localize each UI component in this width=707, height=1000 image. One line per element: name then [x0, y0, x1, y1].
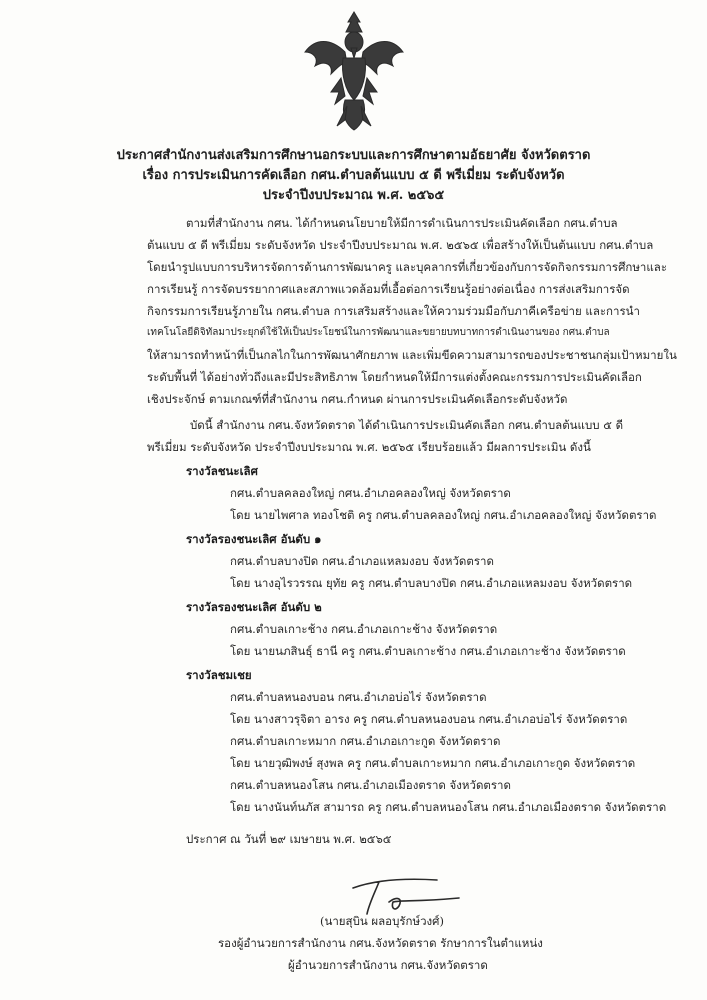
award-heading-runner-up-2: รางวัลรองชนะเลิศ อันดับ ๒ [186, 600, 322, 614]
body-line: ตามที่สำนักงาน กศน. ได้กำหนดนโยบายให้มีการดำเนินการประเมินคัดเลือก กศน.ตำบล [186, 216, 618, 230]
award-teacher: โดย นางสาวรุจิตา อารง ครู กศน.ตำบลหนองบอน กศน.อำเภอบ่อไร่ จังหวัดตราด [230, 712, 628, 726]
garuda-emblem-icon [301, 8, 407, 134]
award-teacher: โดย นางอุไรวรรณ ยุทัย ครู กศน.ตำบลบางปิด กศน.อำเภอแหลมงอบ จังหวัดตราด [230, 576, 633, 590]
body-line: ให้สามารถทำหน้าที่เป็นกลไกในการพัฒนาศักยภาพ และเพิ่มขีดความสามารถของประชาชนกลุ่มเป้าหมายใน [147, 348, 677, 362]
body-line: เชิงประจักษ์ ตามเกณฑ์ที่สำนักงาน กศน.กำหนด ผ่านการประเมินคัดเลือกระดับจังหวัด [147, 392, 568, 406]
award-teacher: โดย นายวุฒิพงษ์ สุงพล ครู กศน.ตำบลเกาะหมาก กศน.อำเภอเกาะกูด จังหวัดตราด [230, 756, 636, 770]
award-heading-winner: รางวัลชนะเลิศ [186, 464, 258, 478]
result-line: พรีเมี่ยม ระดับจังหวัด ประจำปีงบประมาณ พ.ศ. ๒๕๖๕ เรียบร้อยแล้ว มีผลการประเมิน ดังนี้ [147, 440, 591, 454]
award-heading-runner-up-1: รางวัลรองชนะเลิศ อันดับ ๑ [186, 532, 322, 546]
announcement-date: ประกาศ ณ วันที่ ๒๙ เมษายน พ.ศ. ๒๕๖๕ [186, 832, 392, 846]
signatory-position: ผู้อำนวยการสำนักงาน กศน.จังหวัดตราด [288, 958, 488, 972]
award-center: กศน.ตำบลคลองใหญ่ กศน.อำเภอคลองใหญ่ จังหวัดตราด [230, 486, 511, 500]
body-line: ระดับพื้นที่ ได้อย่างทั่วถึงและมีประสิทธิภาพ โดยกำหนดให้มีการแต่งตั้งคณะกรรมการประเมินคัดเลือก [147, 370, 642, 384]
award-teacher: โดย นายไพศาล ทองโชติ ครู กศน.ตำบลคลองใหญ่ กศน.อำเภอคลองใหญ่ จังหวัดตราด [230, 508, 657, 522]
body-line: เทคโนโลยีดิจิทัลมาประยุกต์ใช้ให้เป็นประโยชน์ในการพัฒนาและขยายบทบาทการดำเนินงานของ กศน.ตำบล [147, 327, 610, 338]
award-center: กศน.ตำบลหนองโสน กศน.อำเภอเมืองตราด จังหวัดตราด [230, 778, 511, 792]
award-center: กศน.ตำบลหนองบอน กศน.อำเภอบ่อไร่ จังหวัดตราด [230, 690, 487, 704]
result-line: บัดนี้ สำนักงาน กศน.จังหวัดตราด ได้ดำเนินการประเมินคัดเลือก กศน.ตำบลต้นแบบ ๕ ดี [190, 418, 624, 432]
signatory-name: (นายสุบิน ผลอบุรักษ์วงศ์) [320, 914, 444, 928]
award-center: กศน.ตำบลเกาะช้าง กศน.อำเภอเกาะช้าง จังหวัดตราด [230, 622, 498, 636]
award-teacher: โดย นายนภสินธุ์ ธานี ครู กศน.ตำบลเกาะช้าง กศน.อำเภอเกาะช้าง จังหวัดตราด [230, 644, 626, 658]
award-center: กศน.ตำบลบางปิด กศน.อำเภอแหลมงอบ จังหวัดตราด [230, 554, 494, 568]
body-line: ต้นแบบ ๕ ดี พรีเมี่ยม ระดับจังหวัด ประจำปีงบประมาณ พ.ศ. ๒๕๖๕ เพื่อสร้างให้เป็นต้นแบบ กศน.ตำบล [147, 238, 654, 252]
title-line-1: ประกาศสำนักงานส่งเสริมการศึกษานอกระบบและการศึกษาตามอัธยาศัย จังหวัดตราด [116, 148, 591, 163]
award-center: กศน.ตำบลเกาะหมาก กศน.อำเภอเกาะกูด จังหวัดตราด [230, 734, 501, 748]
title-line-2: เรื่อง การประเมินการคัดเลือก กศน.ตำบลต้นแบบ ๕ ดี พรีเมี่ยม ระดับจังหวัด [142, 168, 565, 183]
body-line: โดยนำรูปแบบการบริหารจัดการด้านการพัฒนาครู และบุคลากรที่เกี่ยวข้องกับการจัดกิจกรรมการศึกษาและ [147, 260, 668, 274]
signatory-position: รองผู้อำนวยการสำนักงาน กศน.จังหวัดตราด รักษาการในตำแหน่ง [218, 936, 543, 950]
award-heading-honorable: รางวัลชมเชย [186, 668, 252, 682]
award-teacher: โดย นางนันท์นภัส สามารถ ครู กศน.ตำบลหนองโสน กศน.อำเภอเมืองตราด จังหวัดตราด [230, 800, 667, 814]
title-line-3: ประจำปีงบประมาณ พ.ศ. ๒๕๖๕ [262, 188, 445, 203]
body-line: การเรียนรู้ การจัดบรรยากาศและสภาพแวดล้อมที่เอื้อต่อการเรียนรู้อย่างต่อเนื่อง การส่งเสริมการจัด [147, 282, 630, 296]
body-line: กิจกรรมการเรียนรู้ภายใน กศน.ตำบล การเสริมสร้างและให้ความร่วมมือกับภาคีเครือข่าย และการนำ [147, 304, 640, 318]
